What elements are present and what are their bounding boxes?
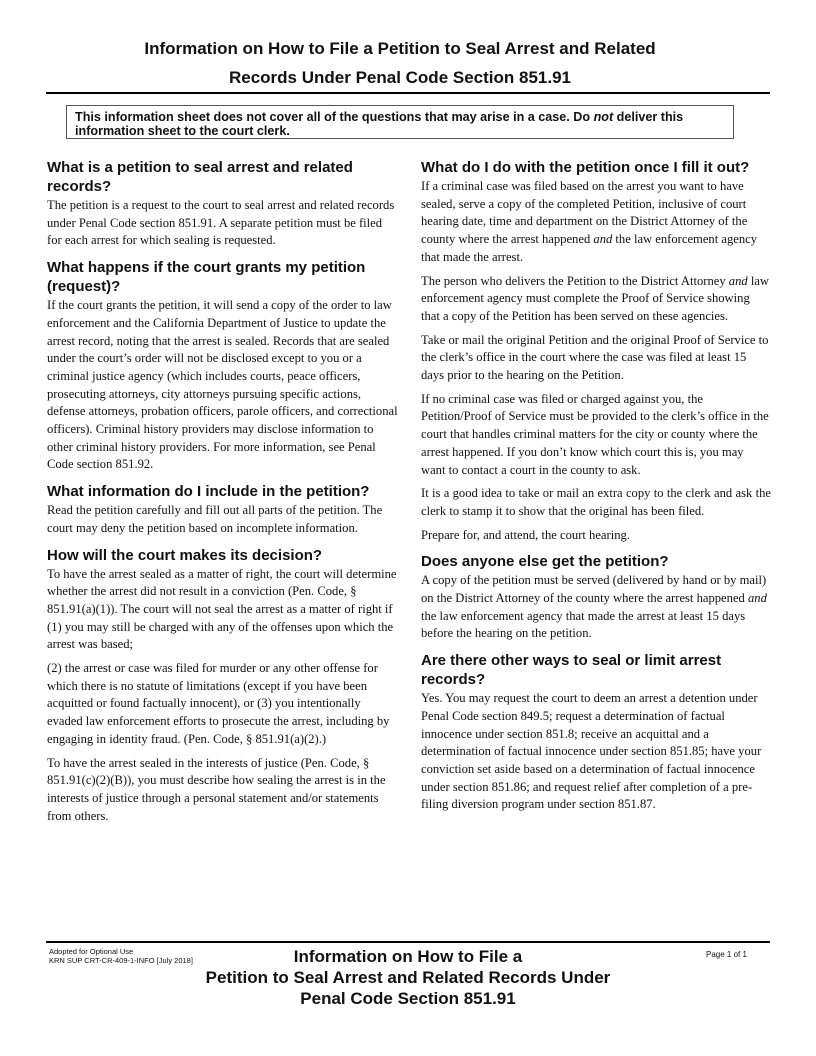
emphasis-and: and — [747, 591, 767, 606]
notice-text-before: This information sheet does not cover all of the questions that may arise in a case. Do — [75, 110, 594, 124]
text-run: A copy of the petition must be served (delivered by hand or by mail) on the District Attorney of the county where the arrest happened — [421, 573, 767, 606]
section-paragraph: If no criminal case was filed or charged against you, the Petition/Proof of Service must be provided to the clerk’s office in the court that handles criminal matters for the city or county where the arrest happened. If you don’t know which court this is, you may want to contact a court in the county to ask. — [421, 391, 769, 477]
footer-adopted: Adopted for Optional Use — [49, 947, 134, 956]
section-paragraph: Yes. You may request the court to deem an arrest a detention under Penal Code section 849.5; request a determination of factual innocence under section 851.8; receive an acquittal and a determination of factual innocence under section 851.85; have your conviction set aside based on a determination of factual innocence under section 851.86; and request relief after completion of a pre-filing diversion program under section 851.87. — [421, 691, 762, 812]
emphasis-and: and — [593, 232, 613, 247]
page-title-line-1: Information on How to File a Petition to Seal Arrest and Related — [144, 39, 656, 58]
section-paragraph: Read the petition carefully and fill out all parts of the petition. The court may deny the petition based on incomplete information. — [47, 503, 383, 535]
title-divider — [46, 92, 770, 94]
section-paragraph: If the court grants the petition, it will send a copy of the order to law enforcement and the California Department of Justice to update the arrest record, noting that the arrest is sealed. Records that are sealed under the court’s order will not be disclosed except to you or a criminal justice agency (which includes courts, peace officers, prosecuting attorneys, city attorneys pursuing specific actions, defense attorneys, probation officers, parole officers, and correctional officers). Criminal history providers may disclose information to other criminal history providers. For more information, see Penal Code section 851.92. — [47, 298, 398, 472]
section-heading-court-decision: How will the court makes its decision? — [47, 546, 323, 564]
page-title — [60, 34, 740, 92]
section-heading-other-ways: Are there other ways to seal or limit arrest records? — [421, 652, 722, 689]
section-paragraph: Take or mail the original Petition and the original Proof of Service to the clerk’s office in the court where the case was filed at least 15 days prior to the hearing on the Petition. — [421, 332, 769, 383]
footer-title — [170, 946, 646, 1009]
notice-emphasis: not — [593, 110, 614, 124]
text-run: the law enforcement agency that made the arrest. — [421, 232, 758, 264]
section-heading-what-is-petition: What is a petition to seal arrest and related records? — [47, 159, 353, 195]
section-paragraph — [421, 572, 771, 643]
footer-form-id: KRN SUP CRT-CR-409-1-INFO [July 2018] — [49, 956, 193, 965]
text-run: The person who delivers the Petition to the District Attorney — [421, 273, 729, 288]
section-heading-anyone-else: Does anyone else get the petition? — [421, 553, 669, 571]
right-column — [421, 158, 771, 820]
text-run: the law enforcement agency that made the arrest at least 15 days before the hearing on the petition. — [421, 608, 746, 641]
section-heading-what-do-i-do: What do I do with the petition once I fill it out? — [421, 159, 750, 176]
section-paragraph — [421, 178, 771, 267]
footer-title-line-1: Information on How to File a — [293, 947, 523, 966]
footer-title-line-2: Petition to Seal Arrest and Related Records Under — [205, 968, 611, 987]
emphasis-and: and — [728, 273, 748, 288]
section-paragraph: The petition is a request to the court to seal arrest and related records under Penal Code section 851.91. A separate petition must be filed for each arrest for which sealing is requested. — [47, 198, 395, 248]
notice-text-after: deliver this information sheet to the court clerk. — [75, 110, 684, 138]
text-run: If a criminal case was filed based on the arrest you want to have sealed, serve a copy of the completed Petition, inclusive of court hearing date, time and department on the District Attorney of the county where the arrest happened — [421, 179, 748, 247]
page-number: Page 1 of 1 — [706, 950, 747, 959]
section-paragraph: It is a good idea to take or mail an extra copy to the clerk and ask the clerk to stamp it to show that the original has been filed. — [421, 486, 771, 518]
notice-box — [66, 105, 734, 139]
footer-title-line-3: Penal Code Section 851.91 — [300, 989, 516, 1008]
section-paragraph: To have the arrest sealed as a matter of right, the court will determine whether the arrest did not result in a conviction (Pen. Code, § 851.91(a)(1)). The court will not seal the arrest as a matter of right if (1) you may still be charged with any of the offenses upon which the arrest was based; — [47, 566, 397, 652]
section-heading-what-information: What information do I include in the petition? — [47, 483, 370, 501]
section-paragraph: (2) the arrest or case was filed for murder or any other offense for which there is no statute of limitations (except if you have been acquitted or found factually innocent), or (3) you intentionally evaded law enforcement efforts to prosecute the arrest, including by engaging in identity fraud. (Pen. Code, § 851.91(a)(2).) — [47, 661, 390, 746]
footer-divider — [46, 941, 770, 943]
left-column — [47, 158, 399, 831]
section-paragraph — [421, 273, 771, 326]
section-heading-court-grants: What happens if the court grants my petition (request)? — [47, 259, 366, 296]
section-paragraph: Prepare for, and attend, the court hearing. — [421, 527, 630, 542]
text-run: law enforcement agency must complete the Proof of Service showing that a copy of the Petition has been served on these agencies. — [421, 273, 770, 323]
section-paragraph: To have the arrest sealed in the interests of justice (Pen. Code, § 851.91(c)(2)(B)), you must describe how sealing the arrest is in the interests of justice through a personal statement and/or statements from others. — [47, 755, 386, 823]
page-title-line-2: Records Under Penal Code Section 851.91 — [228, 68, 571, 87]
